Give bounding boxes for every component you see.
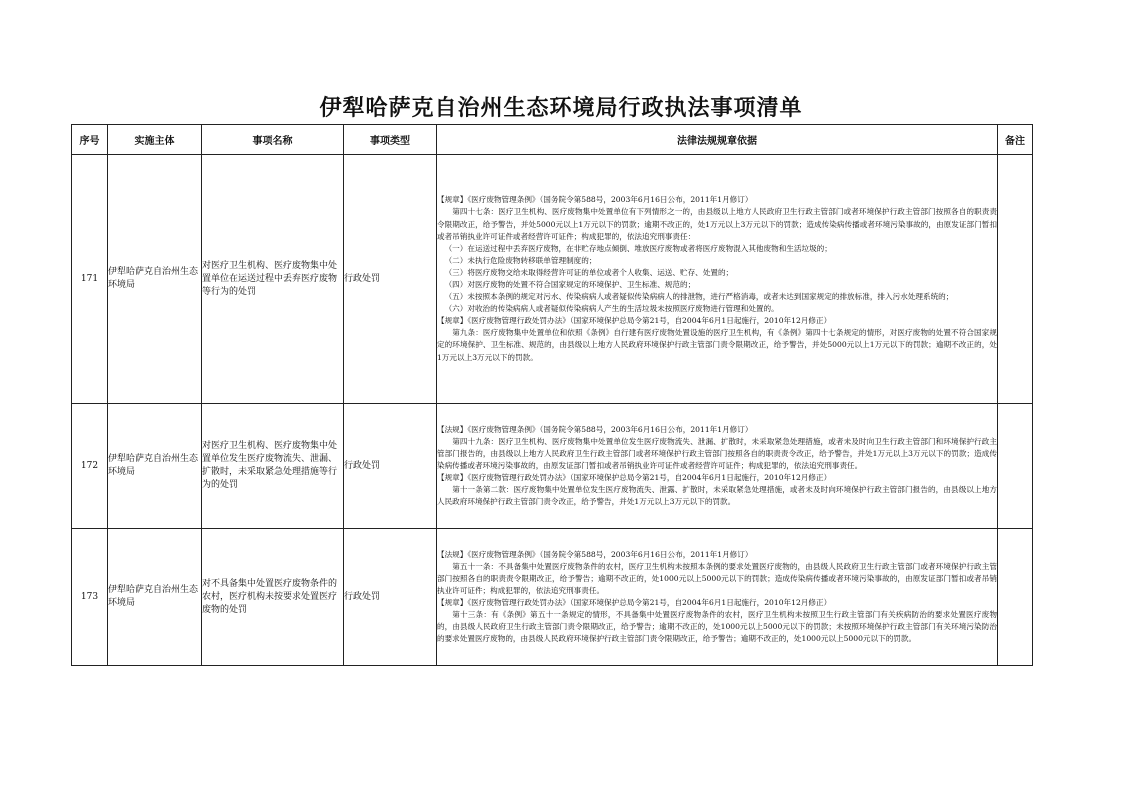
basis-paragraph: （二）未执行危险废物转移联单管理制度的； xyxy=(444,255,597,265)
basis-paragraph: 第五十一条：不具备集中处置医疗废物条件的农村，医疗卫生机构未按照本条例的要求处置医疗废物的，由县级人民政府卫生行政主管部门或者环境保护行政主管部门按照各自的职责责令限期改正，给予警告；逾期不改正的，处1000元以上5000元以下的罚款；造成传染病传播或者环境污染事故的，由原发证部门暂扣或者吊销执业许可证件；构成犯罪的，依法追究刑事责任。 xyxy=(437,561,997,595)
table-row xyxy=(72,404,1033,529)
basis-paragraph: 【规章】《医疗废物管理条例》（国务院令第588号，2003年6月16日公布，2011年1月修订） xyxy=(437,195,753,205)
row-remark xyxy=(998,529,1033,666)
basis-paragraph: 【规章】《医疗废物管理行政处罚办法》（国家环境保护总局令第21号，自2004年6月1日起施行，2010年12月修正） xyxy=(437,473,832,483)
row-item-type: 行政处罚 xyxy=(344,529,437,666)
header-item-name: 事项名称 xyxy=(202,125,344,155)
basis-paragraph: 第十三条：有《条例》第五十一条规定的情形，不具备集中处置医疗废物条件的农村，医疗卫生机构未按照卫生行政主管部门有关疾病防治的要求处置医疗废物的，由县级人民政府卫生行政主管部门责令限期改正，给予警告；逾期不改正的，处1000元以上5000元以下的罚款；未按照环境保护行政主管部门有关环境污染防治的要求处置医疗废物的，由县级人民政府环境保护行政主管部门责令限期改正，给予警告；逾期不改正的，处1000元以上5000元以下的罚款。 xyxy=(437,610,997,644)
basis-paragraph: 【法规】《医疗废物管理条例》（国务院令第588号，2003年6月16日公布，2011年1月修订） xyxy=(437,424,753,434)
row-item-type: 行政处罚 xyxy=(344,155,437,404)
basis-paragraph: 第十一条第二款：医疗废物集中处置单位发生医疗废物流失、泄露、扩散时，未采取紧急处理措施，或者未及时向环境保护行政主管部门报告的，由县级以上地方人民政府环境保护行政主管部门责令改正，给予警告，并处1万元以上3万元以下的罚款。 xyxy=(437,485,997,507)
header-no: 序号 xyxy=(72,125,108,155)
basis-paragraph: （四）对医疗废物的处置不符合国家规定的环境保护、卫生标准、规范的； xyxy=(444,280,696,289)
row-item-name: 对医疗卫生机构、医疗废物集中处置单位发生医疗废物流失、泄漏、扩散时，未采取紧急处理措施等行为的处罚 xyxy=(202,404,344,529)
row-number: 172 xyxy=(72,404,108,529)
basis-paragraph: 【规章】《医疗废物管理行政处罚办法》（国家环境保护总局令第21号，自2004年6月1日起施行，2010年12月修正） xyxy=(437,598,832,607)
row-subject: 伊犁哈萨克自治州生态环境局 xyxy=(108,155,202,404)
basis-paragraph: 第九条：医疗废物集中处置单位和依照《条例》自行建有医疗废物处置设施的医疗卫生机构，有《条例》第四十七条规定的情形，对医疗废物的处置不符合国家规定的环境保护、卫生标准、规范的，由县级以上地方人民政府环境保护行政主管部门责令限期改正，给予警告，并处5000元以上1万元以下的罚款；逾期不改正的，处1万元以上3万元以下的罚款。 xyxy=(437,328,997,362)
row-remark xyxy=(998,404,1033,529)
basis-paragraph: （一）在运送过程中丢弃医疗废物，在非贮存地点倾倒、堆放医疗废物或者将医疗废物混入其他废物和生活垃圾的； xyxy=(444,243,832,253)
row-item-name: 对医疗卫生机构、医疗废物集中处置单位在运送过程中丢弃医疗废物等行为的处罚 xyxy=(202,155,344,404)
row-item-name: 对不具备集中处置医疗废物条件的农村，医疗机构未按要求处置医疗废物的处罚 xyxy=(202,529,344,666)
basis-paragraph: 第四十九条：医疗卫生机构、医疗废物集中处置单位发生医疗废物流失、泄漏、扩散时，未采取紧急处理措施，或者未及时向卫生行政主管部门和环境保护行政主管部门报告的，由县级以上地方人民政府卫生行政主管部门或者环境保护行政主管部门按照各自的职责责令改正，给予警告，并处1万元以上3万元以下的罚款；造成传染病传播或者环境污染事故的，由原发证部门暂扣或者吊销执业许可证件或者经营许可证件；构成犯罪的，依法追究刑事责任。 xyxy=(437,436,997,470)
basis-paragraph: 【规章】《医疗废物管理行政处罚办法》（国家环境保护总局令第21号，自2004年6月1日起施行，2010年12月修正） xyxy=(437,316,832,326)
header-remark: 备注 xyxy=(998,125,1033,155)
row-legal-basis xyxy=(437,529,998,666)
row-legal-basis xyxy=(437,155,998,404)
table-row xyxy=(72,155,1033,404)
row-legal-basis xyxy=(437,404,998,529)
row-number: 171 xyxy=(72,155,108,404)
row-remark xyxy=(998,155,1033,404)
basis-paragraph: 【法规】《医疗废物管理条例》（国务院令第588号，2003年6月16日公布，2011年1月修订） xyxy=(437,549,753,559)
basis-paragraph: （三）将医疗废物交给未取得经营许可证的单位或者个人收集、运送、贮存、处置的； xyxy=(444,267,734,277)
table-header-row xyxy=(72,125,1033,155)
page-title: 伊犁哈萨克自治州生态环境局行政执法事项清单 xyxy=(319,95,803,121)
row-subject: 伊犁哈萨克自治州生态环境局 xyxy=(108,404,202,529)
header-legal-basis: 法律法规规章依据 xyxy=(437,125,998,155)
header-subject: 实施主体 xyxy=(108,125,202,155)
row-item-type: 行政处罚 xyxy=(344,404,437,529)
header-item-type: 事项类型 xyxy=(344,125,437,155)
basis-paragraph: （五）未按照本条例的规定对污水、传染病病人或者疑似传染病病人的排泄物，进行严格消毒，或者未达到国家规定的排放标准，排入污水处理系统的； xyxy=(444,292,954,302)
row-subject: 伊犁哈萨克自治州生态环境局 xyxy=(108,529,202,666)
row-number: 173 xyxy=(72,529,108,666)
basis-paragraph: 第四十七条：医疗卫生机构、医疗废物集中处置单位有下列情形之一的，由县级以上地方人民政府卫生行政主管部门或者环境保护行政主管部门按照各自的职责责令限期改正，给予警告，并处5000元以上1万元以下的罚款；逾期不改正的，处1万元以上3万元以下的罚款；造成传染病传播或者环境污染事故的，由原发证部门暂扣或者吊销执业许可证件或者经营许可证件；构成犯罪的，依法追究刑事责任： xyxy=(437,207,997,241)
basis-paragraph: （六）对收治的传染病病人或者疑似传染病病人产生的生活垃圾未按照医疗废物进行管理和处置的。 xyxy=(444,304,779,314)
enforcement-table xyxy=(71,124,1033,666)
table-row xyxy=(72,529,1033,666)
